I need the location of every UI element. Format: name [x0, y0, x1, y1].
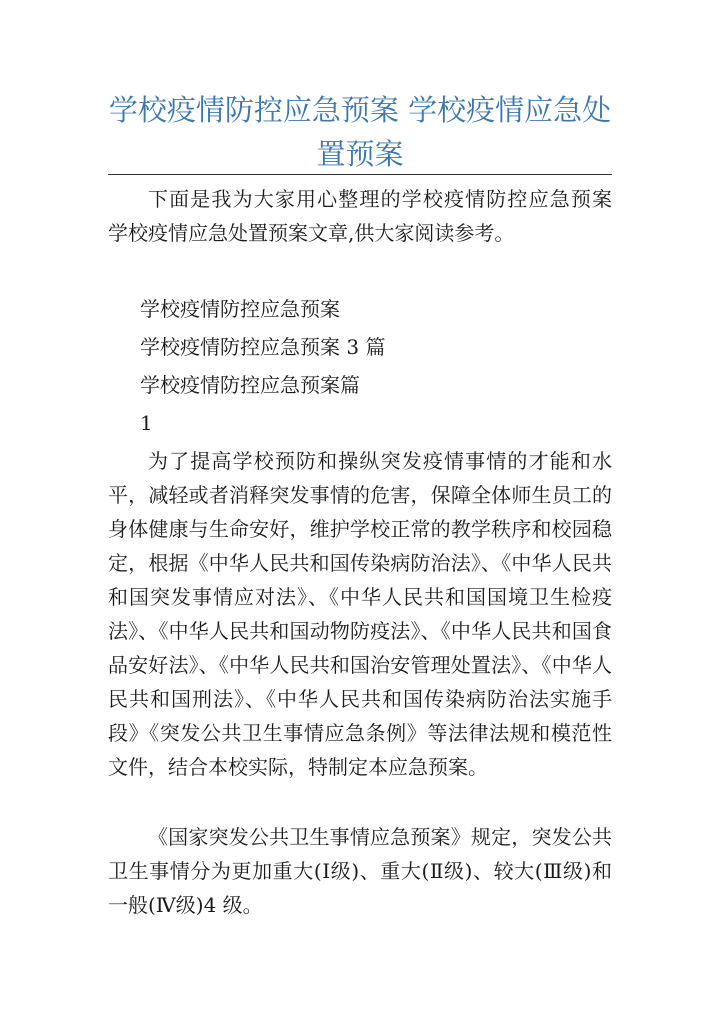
heading-line-2: 学校疫情防控应急预案 3 篇: [140, 335, 386, 359]
heading-line-1: 学校疫情防控应急预案: [140, 297, 340, 321]
intro-paragraph: 下面是我为大家用心整理的学校疫情防控应急预案 学校疫情应急处置预案文章,供大家阅读参考。: [108, 187, 612, 245]
document-title: 学校疫情防控应急预案 学校疫情应急处置预案: [108, 93, 612, 171]
heading-line-4: 1: [140, 411, 153, 435]
body-paragraph-1: 为了提高学校预防和操纵突发疫情事情的才能和水平，减轻或者消释突发事情的危害，保障全体师生员工的身体健康与生命安好，维护学校正常的教学秩序和校园稳定，根据《中华人民共和国传染病防治法》、《中华人民共和国突发事情应对法》、《中华人民共和国国境卫生检疫法》、《中华人民共和国动物防疫法》、《中华人民共和国食品安好法》、《中华人民共和国治安管理处置法》、《中华人民共和国刑法》、《中华人民共和国传染病防治法实施手段》《突发公共卫生事情应急条例》等法律法规和模范性文件，结合本校实际，特制定本应急预案。: [108, 449, 612, 779]
title-divider: [108, 174, 612, 175]
heading-line-3: 学校疫情防控应急预案篇: [140, 373, 360, 397]
body-paragraph-2: 《国家突发公共卫生事情应急预案》规定，突发公共卫生事情分为更加重大(Ⅰ级)、重大(Ⅱ级)、较大(Ⅲ级)和一般(Ⅳ级)4 级。: [108, 825, 612, 917]
